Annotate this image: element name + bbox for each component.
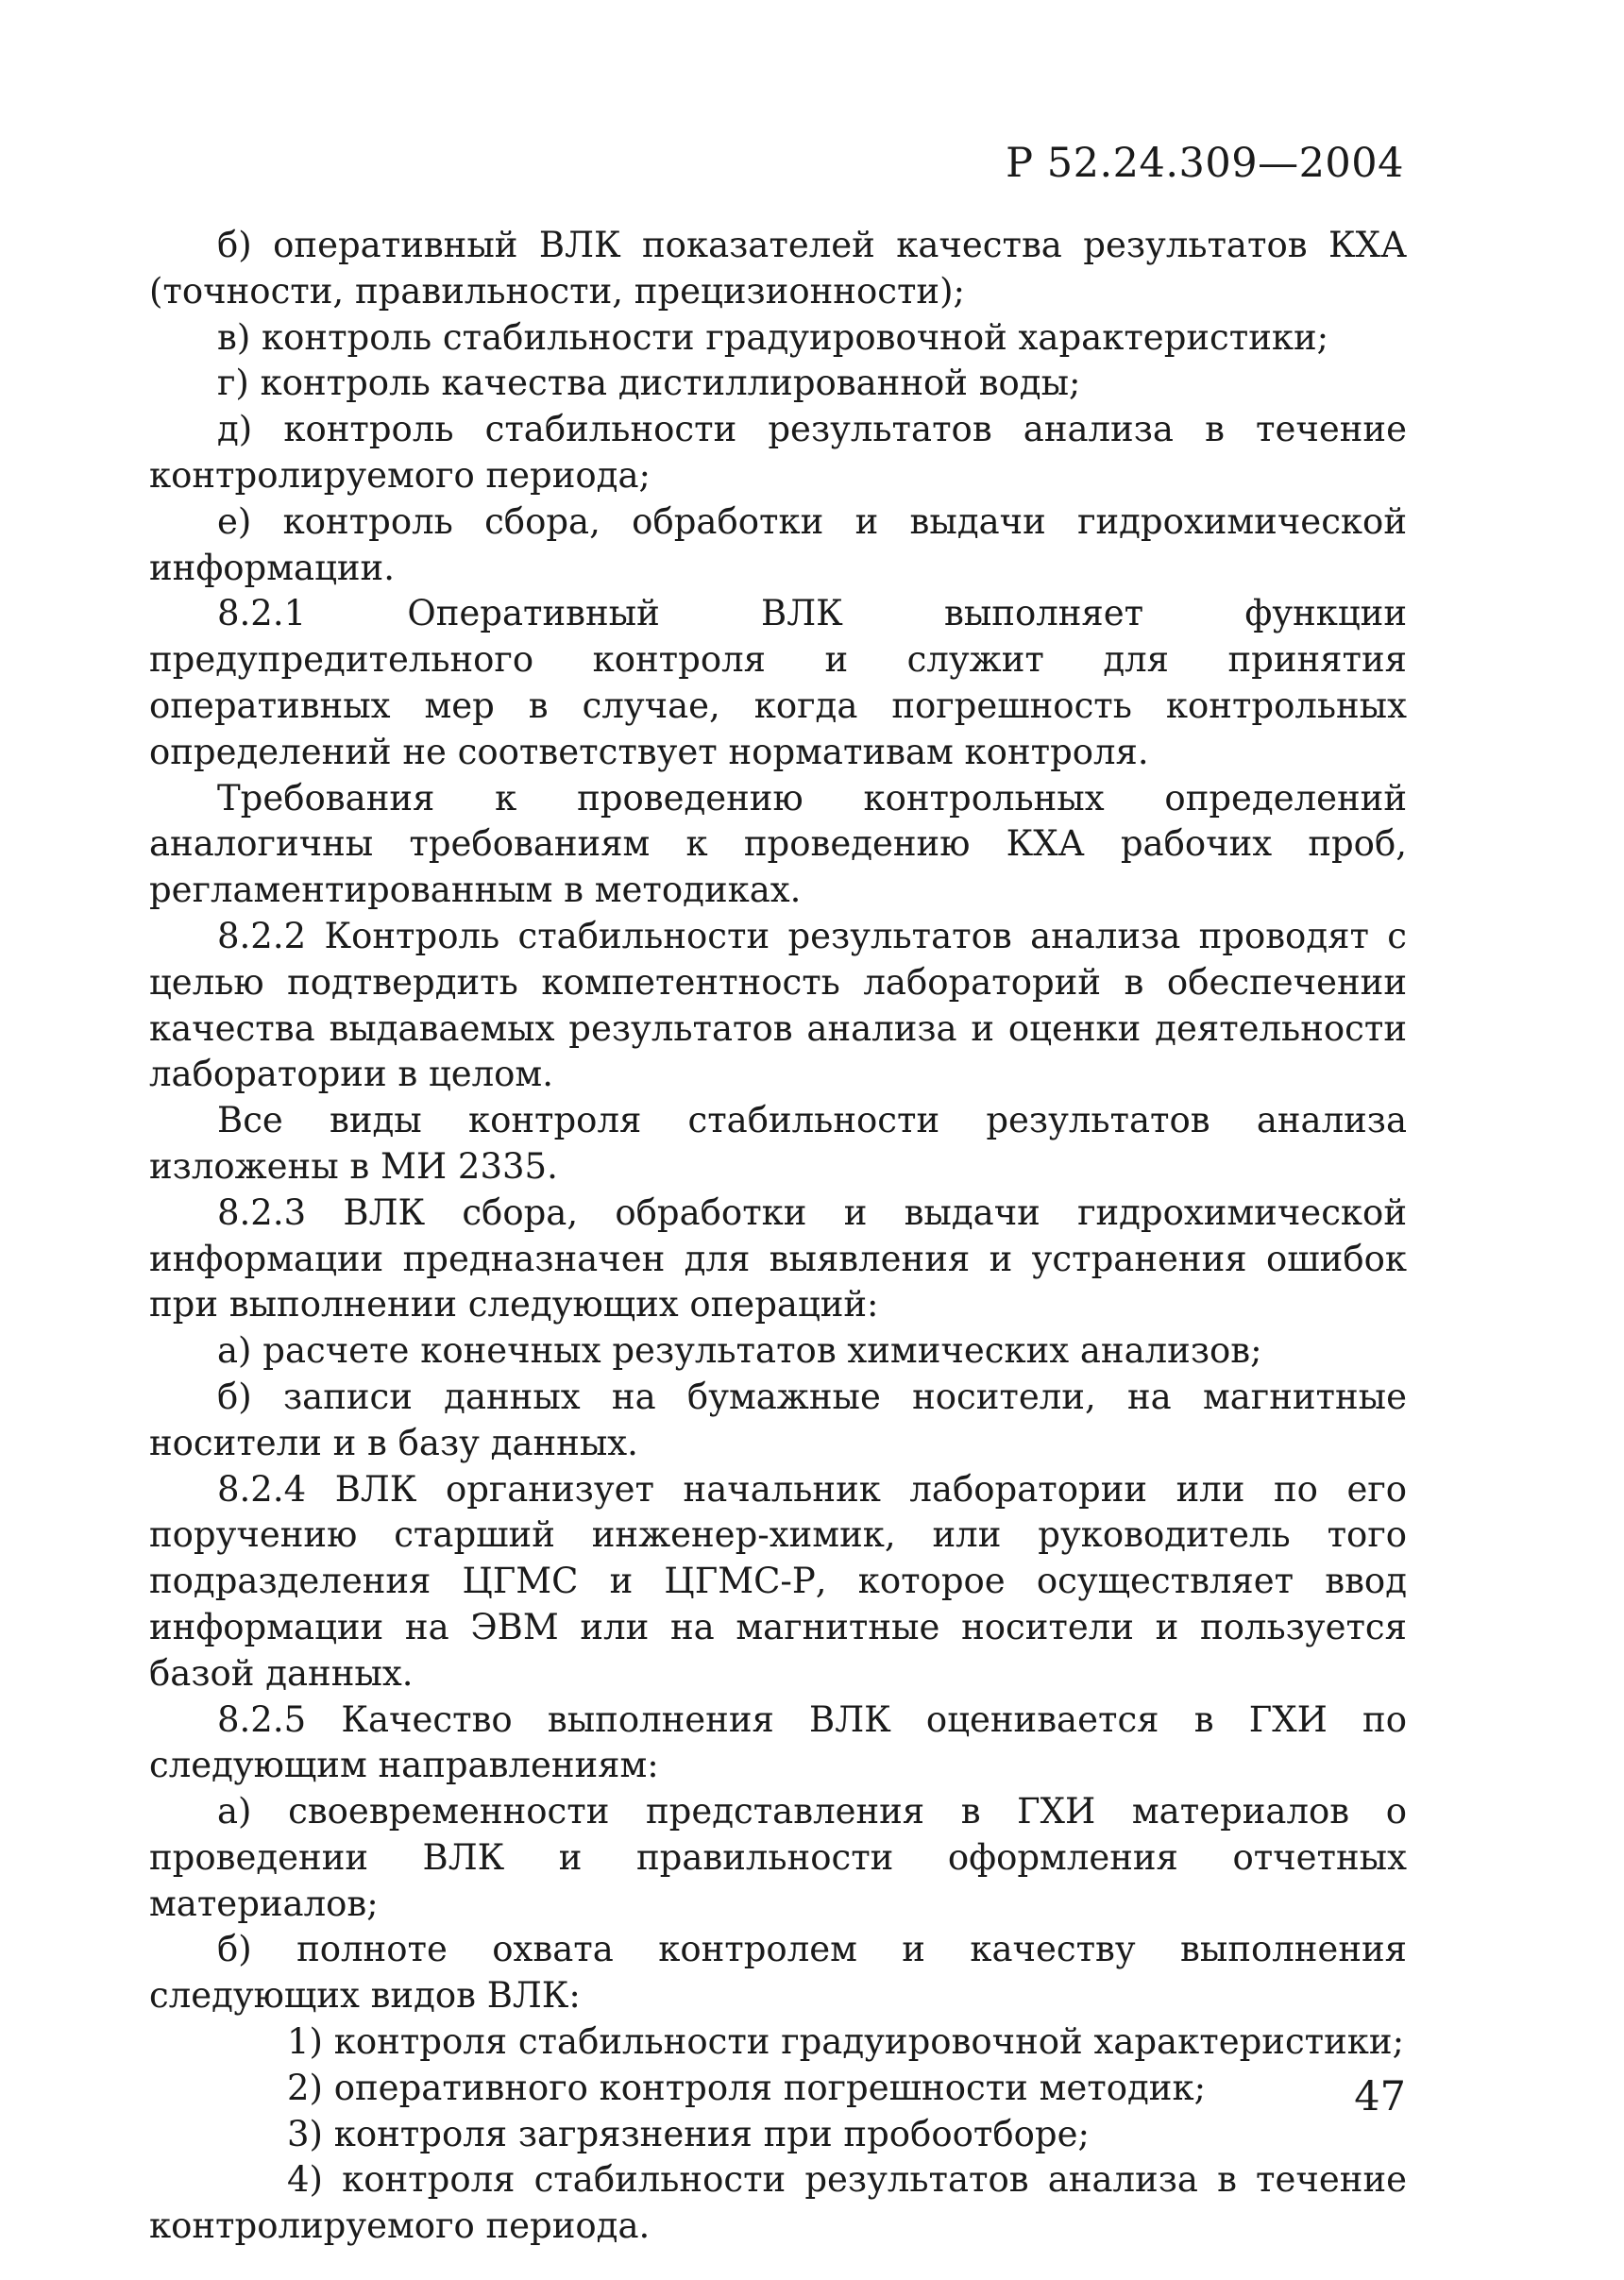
clause-8-2-3-item-b: б) записи данных на бумажные носители, на магнитные носители и в базу данных. (149, 1376, 1407, 1463)
clause-8-2-5-item-b: б) полноте охвата контролем и качеству выполнения следующих видов ВЛК: (149, 1929, 1407, 2017)
page-number: 47 (1354, 2073, 1406, 2120)
clause-8-2-4: 8.2.4 ВЛК организует начальник лаборатории или по его поручению старший инженер-химик, или руководитель того подразделения ЦГМС и ЦГМС-Р, которое осуществляет ввод информации на ЭВМ или на магнитные носители и пользуется базой данных. (149, 1468, 1407, 1694)
sub-item-2: 2) оперативного контроля погрешности методик; (287, 2067, 1207, 2108)
page-body (149, 223, 1407, 2250)
document-number: Р 52.24.309—2004 (1006, 140, 1404, 187)
sub-item-1: 1) контроля стабильности градуировочной характеристики; (287, 2021, 1405, 2063)
clause-8-2-5-item-a: а) своевременности представления в ГХИ материалов о проведении ВЛК и правильности оформления отчетных материалов; (149, 1791, 1407, 1924)
sub-item-4: 4) контроля стабильности результатов анализа в течение контролируемого периода. (149, 2159, 1407, 2247)
list-item-e-information: е) контроль сбора, обработки и выдачи гидрохимической информации. (149, 500, 1407, 588)
clause-8-2-3-item-a: а) расчете конечных результатов химических анализов; (217, 1330, 1262, 1372)
clause-8-2-2: 8.2.2 Контроль стабильности результатов анализа проводят с целью подтвердить компетентность лабораторий в обеспечении качества выдаваемых результатов анализа и оценки деятельности лаборатории в целом. (149, 915, 1407, 1095)
clause-8-2-1: 8.2.1 Оперативный ВЛК выполняет функции предупредительного контроля и служит для принятия оперативных мер в случае, когда погрешность контрольных определений не соответствует нормативам контроля. (149, 593, 1407, 772)
list-item-b-operative: б) оперативный ВЛК показателей качества результатов КХА (точности, правильности, прецизионности); (149, 225, 1407, 312)
clause-8-2-2-note: Все виды контроля стабильности результатов анализа изложены в МИ 2335. (149, 1100, 1407, 1187)
clause-8-2-3: 8.2.3 ВЛК сбора, обработки и выдачи гидрохимической информации предназначен для выявления и устранения ошибок при выполнении следующих операций: (149, 1191, 1407, 1326)
sub-item-3: 3) контроля загрязнения при пробоотборе; (287, 2113, 1090, 2154)
list-item-v-calibration: в) контроль стабильности градуировочной характеристики; (217, 316, 1329, 358)
list-item-d-stability: д) контроль стабильности результатов анализа в течение контролируемого периода; (149, 409, 1407, 496)
list-item-g-distilled-water: г) контроль качества дистиллированной воды; (217, 363, 1081, 404)
clause-8-2-5: 8.2.5 Качество выполнения ВЛК оценивается в ГХИ по следующим направлениям: (149, 1698, 1407, 1786)
clause-8-2-1-requirements: Требования к проведению контрольных определений аналогичны требованиям к проведению КХА рабочих проб, регламентированным в методиках. (149, 777, 1407, 911)
